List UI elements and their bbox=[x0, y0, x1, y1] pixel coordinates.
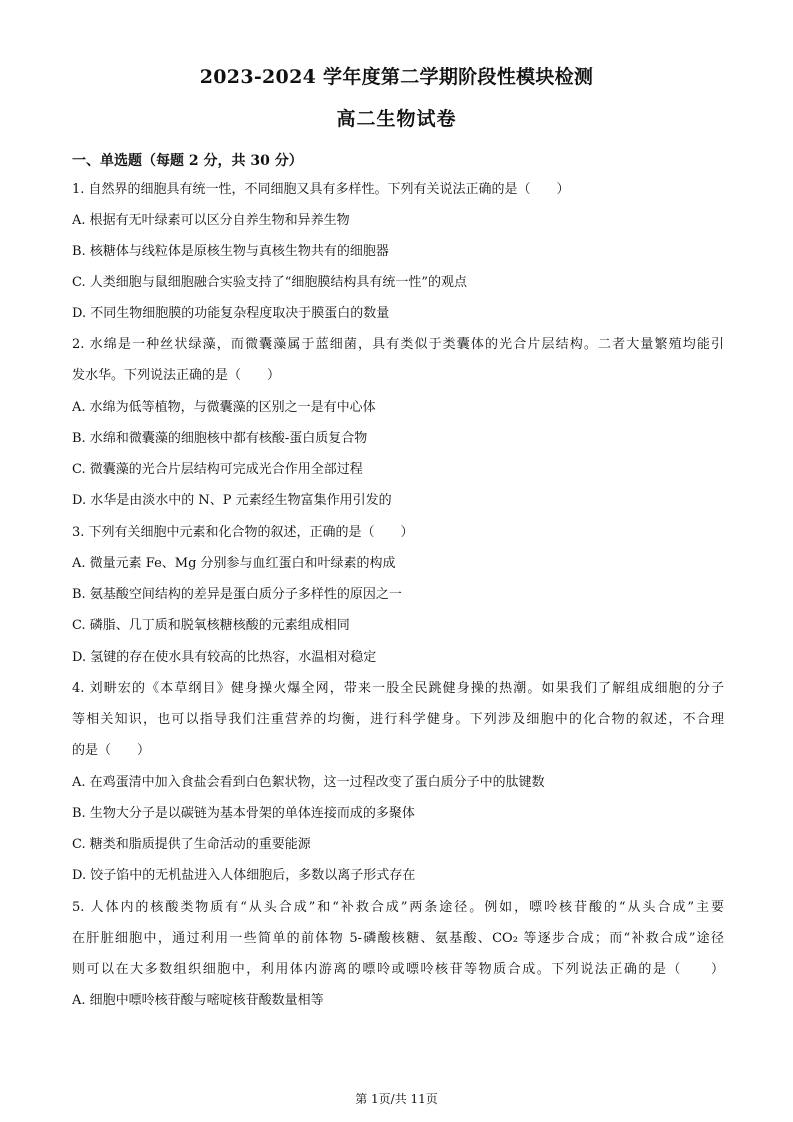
question-3-option-d: D. 氢键的存在使水具有较高的比热容，水温相对稳定 bbox=[72, 650, 377, 665]
question-4-option-a: A. 在鸡蛋清中加入食盐会看到白色絮状物，这一过程改变了蛋白质分子中的肽键数 bbox=[72, 775, 545, 790]
question-5-stem-line-2: 在肝脏细胞中，通过利用一些简单的前体物 5-磷酸核糖、氨基酸、CO₂ 等逐步合成；而“补救合成”途径 bbox=[72, 931, 724, 946]
question-2-option-d: D. 水华是由淡水中的 N、P 元素经生物富集作用引发的 bbox=[72, 493, 392, 508]
question-1-option-c: C. 人类细胞与鼠细胞融合实验支持了“细胞膜结构具有统一性”的观点 bbox=[72, 275, 468, 290]
question-2-option-c: C. 微囊藻的光合片层结构可完成光合作用全部过程 bbox=[72, 462, 363, 477]
question-4-stem-line-2: 等相关知识，也可以指导我们注重营养的均衡，进行科学健身。下列涉及细胞中的化合物的叙述，不合理 bbox=[72, 712, 724, 727]
question-4-stem-line-3: 的是（ ） bbox=[72, 743, 151, 758]
question-2-option-a: A. 水绵为低等植物，与微囊藻的区别之一是有中心体 bbox=[72, 400, 376, 415]
question-2-stem-line-1: 2. 水绵是一种丝状绿藻，而微囊藻属于蓝细菌，具有类似于类囊体的光合片层结构。二者大量繁殖均能引 bbox=[72, 337, 724, 352]
question-3-option-a: A. 微量元素 Fe、Mg 分别参与血红蛋白和叶绿素的构成 bbox=[72, 556, 396, 571]
question-4-option-c: C. 糖类和脂质提供了生命活动的重要能源 bbox=[72, 837, 311, 852]
question-1-option-a: A. 根据有无叶绿素可以区分自养生物和异养生物 bbox=[72, 213, 350, 228]
question-4-stem-line-1: 4. 刘畊宏的《本草纲目》健身操火爆全网，带来一股全民跳健身操的热潮。如果我们了解组成细胞的分子 bbox=[72, 681, 724, 696]
question-5-option-a: A. 细胞中嘌呤核苷酸与嘧啶核苷酸数量相等 bbox=[72, 993, 324, 1008]
exam-subtitle: 高二生物试卷 bbox=[336, 108, 457, 130]
exam-title: 2023-2024 学年度第二学期阶段性模块检测 bbox=[199, 66, 594, 88]
question-5-stem-line-1: 5. 人体内的核酸类物质有“从头合成”和“补救合成”两条途径。例如，嘌呤核苷酸的“从头合成”主要 bbox=[72, 900, 724, 915]
section-heading: 一、单选题（每题 2 分，共 30 分） bbox=[72, 153, 303, 169]
question-3-option-b: B. 氨基酸空间结构的差异是蛋白质分子多样性的原因之一 bbox=[72, 587, 402, 602]
question-1-stem: 1. 自然界的细胞具有统一性，不同细胞又具有多样性。下列有关说法正确的是（ ） bbox=[72, 182, 570, 197]
question-2-option-b: B. 水绵和微囊藻的细胞核中都有核酸-蛋白质复合物 bbox=[72, 431, 368, 446]
question-1-option-d: D. 不同生物细胞膜的功能复杂程度取决于膜蛋白的数量 bbox=[72, 306, 390, 321]
question-2-stem-line-2: 发水华。下列说法正确的是（ ） bbox=[72, 368, 281, 383]
question-4-option-b: B. 生物大分子是以碳链为基本骨架的单体连接而成的多聚体 bbox=[72, 806, 415, 821]
question-1-option-b: B. 核糖体与线粒体是原核生物与真核生物共有的细胞器 bbox=[72, 244, 389, 259]
question-4-option-d: D. 饺子馅中的无机盐进入人体细胞后，多数以离子形式存在 bbox=[72, 868, 416, 883]
question-3-option-c: C. 磷脂、几丁质和脱氧核糖核酸的元素组成相同 bbox=[72, 618, 350, 633]
question-5-stem-line-3: 则可以在大多数组织细胞中，利用体内游离的嘌呤或嘌呤核苷等物质合成。下列说法正确的是（ ） bbox=[72, 962, 724, 977]
page-number: 第 1页/共 11页 bbox=[355, 1092, 438, 1106]
question-3-stem: 3. 下列有关细胞中元素和化合物的叙述，正确的是（ ） bbox=[72, 525, 414, 540]
